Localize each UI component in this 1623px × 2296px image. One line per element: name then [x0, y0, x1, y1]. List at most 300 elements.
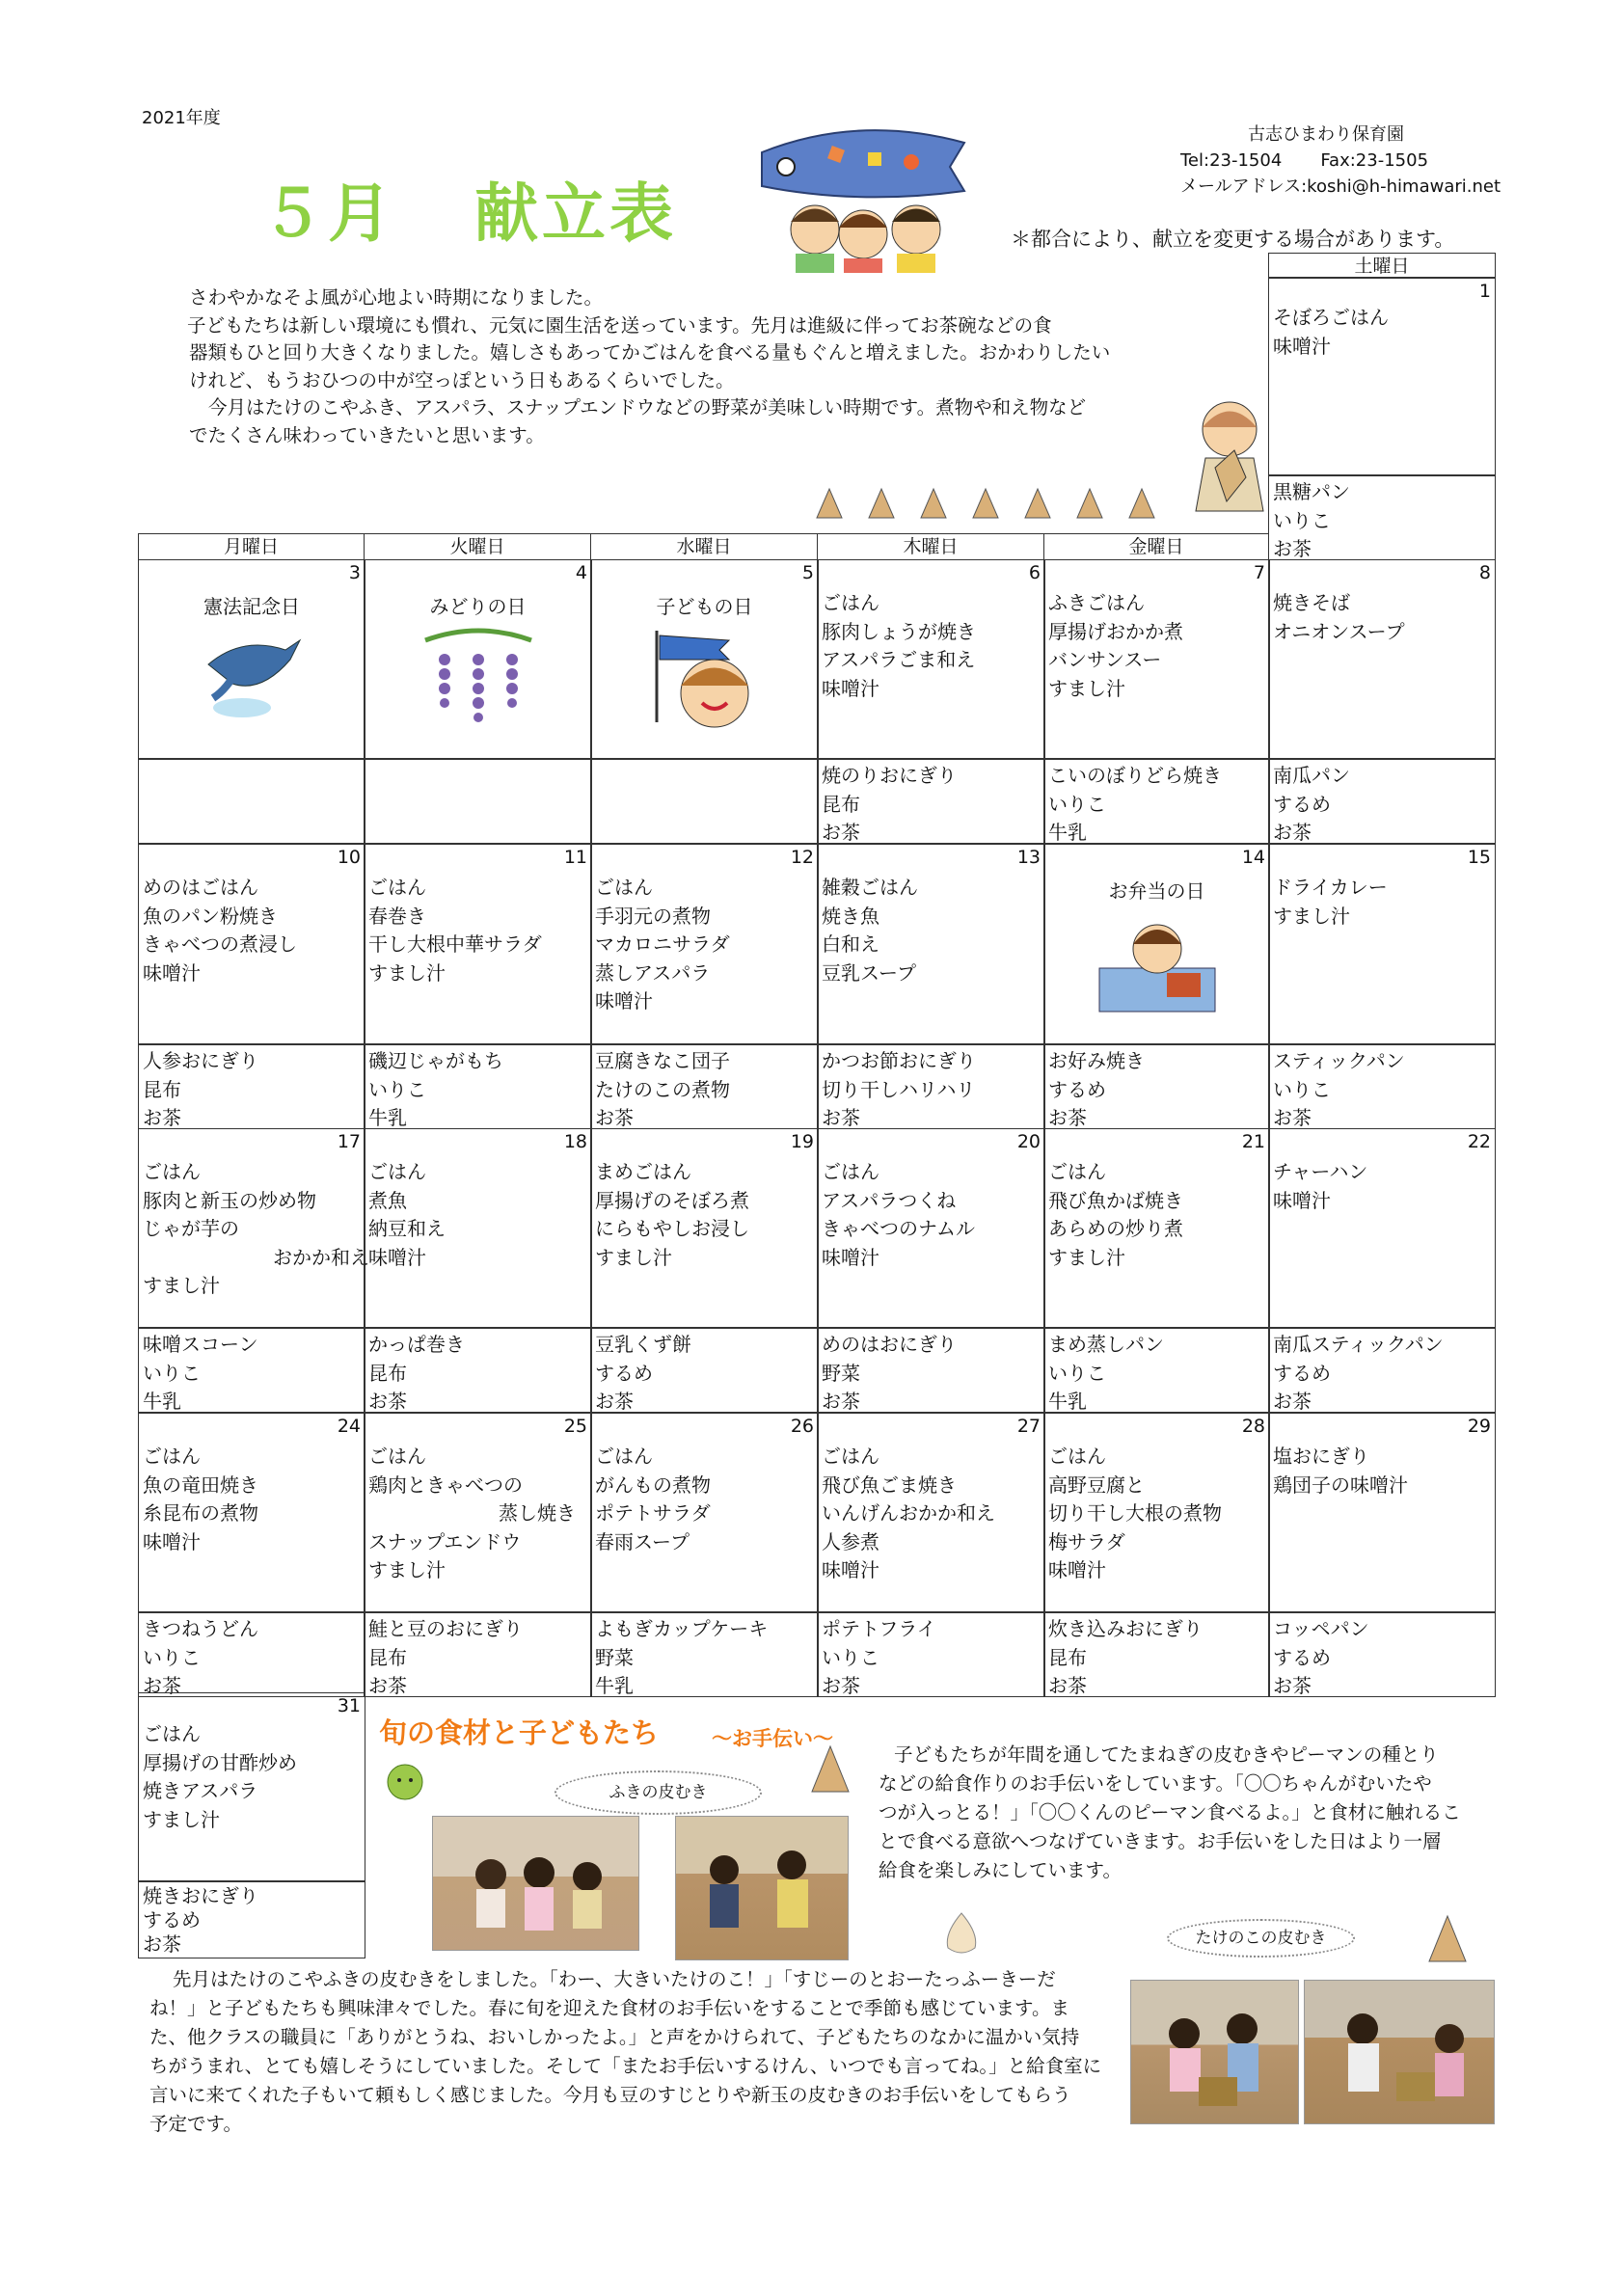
lunch-menu [822, 1158, 975, 1272]
date-number: 11 [563, 847, 587, 868]
day-cell-15 [1268, 844, 1496, 1044]
day-cell-8 [1268, 559, 1496, 759]
menu-item: 蒸し焼き [499, 1501, 576, 1525]
date-number: 27 [1016, 1416, 1041, 1437]
menu-item: 牛乳 [1048, 821, 1087, 844]
snack-cell-6 [817, 759, 1045, 844]
weekday-header: 月曜日 [138, 533, 365, 560]
day-cell-13 [817, 844, 1045, 1044]
day-cell-12 [590, 844, 819, 1044]
page-title [260, 162, 677, 254]
menu-item: 切り干しハリハリ [822, 1077, 976, 1101]
menu-item: ごはん [1048, 1160, 1106, 1183]
weekday-header: 火曜日 [364, 533, 591, 560]
menu-item: スティックパン [1273, 1049, 1405, 1072]
snack-menu [1048, 762, 1222, 848]
lunch-menu [1048, 1443, 1222, 1585]
menu-item: お茶 [1273, 1674, 1312, 1697]
menu-item: かつお節おにぎり [822, 1049, 976, 1072]
snack-cell-27 [817, 1612, 1045, 1697]
lunch-menu [143, 1443, 258, 1556]
caption-takenoko: たけのこの皮むき [1167, 1919, 1355, 1958]
snack-menu [1273, 1047, 1405, 1133]
menu-item: 牛乳 [1048, 1390, 1087, 1413]
menu-item: 牛乳 [595, 1674, 634, 1697]
menu-item: お茶 [1273, 1106, 1312, 1129]
day-cell-24 [138, 1413, 365, 1612]
menu-item: 南瓜スティックパン [1273, 1333, 1444, 1356]
menu-item: 焼きおにぎり [143, 1884, 258, 1907]
menu-item: ごはん [822, 1445, 879, 1468]
menu-title: 献立表 [474, 176, 677, 251]
snack-cell-24 [138, 1612, 365, 1697]
date-number: 18 [563, 1131, 587, 1152]
date-number: 22 [1467, 1131, 1491, 1152]
menu-item: いりこ [1048, 792, 1106, 816]
menu-item: そぼろごはん [1273, 306, 1389, 329]
menu-item: 飛び魚ごま焼き [822, 1472, 957, 1497]
change-notice: ＊都合により、献立を変更する場合があります。 [1011, 228, 1455, 251]
snack-menu [1273, 1331, 1444, 1417]
snack-menu [143, 1331, 258, 1417]
menu-item: チャーハン [1273, 1160, 1368, 1183]
menu-item: 味噌汁 [822, 676, 879, 700]
lunch-menu [368, 1158, 446, 1272]
bottom-line: ちがうまれ、とても嬉しそうにしていました。そして「またお手伝いするけん、いつでも言ってね。」と給食室に [149, 2055, 1102, 2077]
menu-item: 春雨スープ [595, 1529, 690, 1553]
date-number: 31 [337, 1695, 361, 1716]
menu-item: 昆布 [1048, 1645, 1087, 1669]
menu-item: 厚揚げの甘酢炒め [143, 1750, 297, 1774]
intro-line: 今月はたけのこやふき、アスパラ、スナップエンドウなどの野菜が美味しい時期です。煮物や和え物など [208, 396, 1087, 419]
snack-menu [143, 1615, 258, 1701]
menu-item: ごはん [143, 1160, 201, 1183]
date-number: 29 [1467, 1416, 1491, 1437]
takenoko-character-icon [808, 1743, 852, 1796]
snack-menu [368, 1615, 523, 1701]
menu-item: 昆布 [368, 1645, 407, 1669]
snack-menu [595, 1331, 691, 1417]
menu-item: お茶 [143, 1674, 181, 1697]
date-number: 28 [1241, 1416, 1265, 1437]
date-number: 24 [337, 1416, 361, 1437]
snack-cell-8 [1268, 759, 1496, 844]
menu-item: すまし汁 [143, 1807, 220, 1831]
menu-item: いりこ [1048, 1361, 1106, 1385]
menu-item: たけのこの煮物 [595, 1077, 730, 1101]
tel: Tel:23-1504 [1180, 150, 1283, 171]
menu-item: 味噌スコーン [143, 1333, 258, 1356]
day-cell-7 [1043, 559, 1270, 759]
day-cell-19 [590, 1128, 819, 1328]
lunch-menu [368, 1443, 576, 1585]
menu-item: お茶 [143, 1106, 181, 1129]
menu-item: こいのぼりどら焼き [1048, 764, 1222, 787]
snack-menu [368, 1047, 503, 1133]
menu-item: 野菜 [822, 1361, 860, 1385]
intro-text [189, 284, 1153, 450]
day-cell-25 [364, 1413, 592, 1612]
intro-line: でたくさん味わっていきたいと思います。 [189, 423, 545, 446]
school-contact [1180, 122, 1501, 200]
caption-fuki: ふきの皮むき [555, 1770, 762, 1815]
menu-item: 人参煮 [822, 1529, 879, 1553]
intro-line: 子どもたちは新しい環境にも慣れ、元気に園生活を送っています。先月は進級に伴ってお茶碗などの食 [187, 313, 1052, 337]
menu-item: 昆布 [368, 1361, 407, 1385]
menu-item: すまし汁 [1048, 1245, 1125, 1269]
menu-item: よもぎカップケーキ [595, 1617, 769, 1640]
day-cell-10 [138, 844, 365, 1044]
date-number: 12 [790, 847, 814, 868]
feature-title: 旬の食材と子どもたち [379, 1716, 660, 1749]
snack-menu [595, 1615, 768, 1701]
snack-cell-25 [364, 1612, 592, 1697]
menu-item: スナップエンドウ [368, 1529, 522, 1553]
menu-item: あらめの炒り煮 [1048, 1217, 1183, 1240]
menu-item: ポテトフライ [822, 1617, 936, 1640]
snack-menu [143, 1884, 258, 1957]
menu-item: 豚肉と新玉の炒め物 [143, 1188, 316, 1212]
holiday-illustration [591, 626, 818, 732]
day-cell-31 [138, 1692, 365, 1881]
menu-item: バンサンスー [1048, 648, 1162, 671]
menu-item: ごはん [595, 1445, 653, 1468]
menu-item: ふきごはん [1048, 591, 1145, 614]
menu-item: 糸昆布の煮物 [143, 1501, 258, 1525]
photo-fuki-peeling-1 [432, 1816, 639, 1951]
photo-takenoko-peeling-1 [1130, 1980, 1299, 2124]
menu-item: するめ [143, 1908, 201, 1931]
menu-item: ごはん [368, 1445, 426, 1468]
holiday-illustration [365, 626, 591, 732]
bottom-line: 言いに来てくれた子もいて頼もしく感じました。今月も豆のすじとりや新玉の皮むきのお手伝いをしてもらう [149, 2084, 1071, 2106]
bottom-line: た、他クラスの職員に「ありがとうね、おいしかったよ。」と声をかけられて、子どもたちのなかに温かい気持 [149, 2026, 1080, 2048]
menu-item: ごはん [595, 876, 653, 899]
holiday-label: みどりの日 [429, 595, 527, 618]
snack-menu [822, 1615, 936, 1701]
menu-item: ドライカレー [1273, 876, 1388, 899]
menu-item: すまし汁 [368, 960, 446, 985]
day-cell-3 [138, 559, 365, 759]
menu-item: お茶 [1273, 821, 1312, 844]
menu-item: 味噌汁 [1048, 1558, 1106, 1581]
lunch-menu [822, 1443, 995, 1585]
day-cell-21 [1043, 1128, 1270, 1328]
takenoko-icon [1075, 487, 1104, 520]
menu-item: 高野豆腐と [1048, 1472, 1145, 1497]
snack-menu [1048, 1047, 1145, 1133]
menu-item: するめ [1273, 792, 1331, 816]
menu-item: 味噌汁 [822, 1558, 879, 1581]
lunch-menu [822, 589, 976, 703]
menu-item: いりこ [143, 1645, 201, 1669]
menu-item: きゃべつの煮浸し [143, 932, 297, 956]
menu-item: 鶏団子の味噌汁 [1273, 1472, 1408, 1497]
school-name: 古志ひまわり保育園 [1248, 124, 1404, 145]
menu-item: ごはん [368, 1160, 426, 1183]
date-number: 4 [575, 562, 587, 583]
snack-cell-14 [1043, 1044, 1270, 1129]
menu-item: 野菜 [595, 1645, 634, 1669]
date-number: 21 [1241, 1131, 1265, 1152]
day-cell-5 [590, 559, 819, 759]
menu-item: いりこ [143, 1361, 201, 1385]
weekday-header: 金曜日 [1043, 533, 1269, 560]
holiday-label: 憲法記念日 [203, 595, 300, 618]
snack-menu [1273, 762, 1350, 848]
date-number: 7 [1253, 562, 1265, 583]
menu-item: すまし汁 [1048, 676, 1125, 700]
takenoko-icon [1023, 487, 1052, 520]
menu-item: いりこ [1273, 508, 1331, 532]
menu-item: 豆腐きなこ団子 [595, 1049, 730, 1072]
holiday-illustration [139, 626, 365, 722]
lunch-menu [143, 874, 297, 987]
date-number: 3 [348, 562, 361, 583]
menu-item: 春巻き [368, 904, 426, 928]
menu-item: オニオンスープ [1273, 619, 1405, 643]
snack-menu [1273, 1615, 1369, 1701]
snack-cell-7 [1043, 759, 1270, 844]
koinobori-children-illustration [743, 114, 974, 273]
snack-menu [1048, 1615, 1203, 1701]
wisteria-icon [420, 626, 536, 732]
menu-item: まめ蒸しパン [1048, 1333, 1164, 1356]
day-cell-11 [364, 844, 592, 1044]
menu-item: 焼きアスパラ [143, 1779, 258, 1802]
menu-item: 焼のりおにぎり [822, 764, 957, 787]
menu-item: 味噌汁 [368, 1245, 426, 1269]
menu-item: 昆布 [822, 792, 860, 816]
takenoko-icon [815, 487, 844, 520]
menu-item: すまし汁 [595, 1245, 672, 1269]
snack-menu [822, 1331, 957, 1417]
date-number: 17 [337, 1131, 361, 1152]
snack-menu [595, 1047, 730, 1133]
date-number: 14 [1241, 847, 1265, 868]
day-cell-26 [590, 1413, 819, 1612]
menu-item: 蒸しアスパラ [595, 960, 711, 985]
menu-item: 人参おにぎり [143, 1049, 258, 1072]
lunch-menu [822, 874, 918, 987]
menu-item: お茶 [1273, 1390, 1312, 1413]
snack-menu [822, 762, 957, 848]
picnic-boy-icon [1095, 910, 1220, 1016]
date-number: 19 [790, 1131, 814, 1152]
menu-item: 雑穀ごはん [822, 876, 918, 899]
lunch-menu [1273, 304, 1389, 361]
date-number: 26 [790, 1416, 814, 1437]
phone-fax [1180, 148, 1501, 174]
snack-cell-3 [138, 759, 365, 844]
weekday-header-saturday-top: 土曜日 [1268, 253, 1496, 278]
menu-item: 焼きそば [1273, 591, 1350, 614]
takenoko-icon [867, 487, 896, 520]
weekday-header: 木曜日 [817, 533, 1044, 560]
menu-item: 昆布 [143, 1077, 181, 1101]
date-number: 10 [337, 847, 361, 868]
takenoko-icon [919, 487, 948, 520]
holiday-label: お弁当の日 [1108, 879, 1205, 903]
takenoko-icon [1127, 487, 1156, 520]
day-cell-4 [364, 559, 592, 759]
snack-cell-21 [1043, 1328, 1270, 1413]
lunch-menu [1273, 1158, 1367, 1215]
boy-koinobori-icon [642, 626, 768, 732]
email: メールアドレス:koshi@h-himawari.net [1180, 176, 1501, 197]
date-number: 8 [1478, 562, 1491, 583]
menu-item: 南瓜パン [1273, 764, 1350, 787]
bottom-text [149, 1965, 1114, 2139]
menu-item: 干し大根中華サラダ [368, 932, 542, 956]
menu-item: 煮魚 [368, 1188, 407, 1212]
snack-cell-12 [590, 1044, 819, 1129]
snack-menu [368, 1331, 465, 1417]
menu-item: 牛乳 [368, 1106, 407, 1129]
feature-line: つが入っとる！」「〇〇くんのピーマン食べるよ。」と食材に触れるこ [879, 1801, 1461, 1823]
bottom-line: 先月はたけのこやふきの皮むきをしました。「わー、大きいたけのこ！」「すじーのとおーたっふーきーだ [173, 1968, 1056, 1990]
menu-item: 豚肉しょうが焼き [822, 619, 976, 643]
day-cell-22 [1268, 1128, 1496, 1328]
takenoko-decoration [815, 487, 1181, 526]
menu-item: すまし汁 [1273, 904, 1350, 928]
menu-item: 味噌汁 [143, 1529, 201, 1553]
menu-item: めのはごはん [143, 876, 258, 899]
snack-cell-17 [138, 1328, 365, 1413]
menu-item: お茶 [822, 1106, 860, 1129]
snack-cell-4 [364, 759, 592, 844]
lunch-menu [1048, 589, 1183, 703]
day-cell-27 [817, 1413, 1045, 1612]
photo-takenoko-peeling-2 [1304, 1980, 1495, 2124]
onion-character-icon [940, 1909, 983, 1958]
day-cell-20 [817, 1128, 1045, 1328]
feature-line: などの給食作りのお手伝いをしています。「〇〇ちゃんがむいたや [879, 1772, 1432, 1795]
menu-item: ごはん [368, 876, 426, 899]
snack-cell-22 [1268, 1328, 1496, 1413]
feature-line: 子どもたちが年間を通してたまねぎの皮むきやピーマンの種とり [894, 1743, 1439, 1766]
menu-item: 塩おにぎり [1273, 1445, 1369, 1468]
day-cell-17 [138, 1128, 369, 1328]
menu-item: お茶 [822, 1390, 860, 1413]
day-cell-14 [1043, 844, 1270, 1044]
swallow-icon [194, 626, 310, 722]
menu-item: 納豆和え [368, 1217, 446, 1240]
snack-cell-29 [1268, 1612, 1496, 1697]
fuki-character-icon [381, 1755, 429, 1803]
menu-item: じゃが芋の [143, 1217, 239, 1240]
menu-item: ごはん [1048, 1445, 1106, 1468]
menu-item: きゃべつのナムル [822, 1217, 975, 1240]
menu-item: お茶 [1048, 1674, 1087, 1697]
weekday-header: 水曜日 [590, 533, 818, 560]
takenoko-icon [971, 487, 1000, 520]
menu-item: ごはん [143, 1445, 201, 1468]
lunch-menu [595, 874, 730, 1016]
menu-item: いりこ [368, 1077, 426, 1101]
menu-item: アスパラごま和え [822, 648, 976, 671]
day-cell-1 [1268, 278, 1496, 475]
photo-fuki-peeling-2 [675, 1816, 849, 1960]
lunch-menu [1273, 589, 1405, 646]
lunch-menu [1048, 1158, 1183, 1272]
menu-item: 白和え [822, 932, 879, 956]
weekday-header-row [138, 533, 1496, 560]
intro-line: 器類もひと回り大きくなりました。嬉しさもあってかごはんを食べる量もぐんと増えました。おかわりしたい [189, 341, 1111, 365]
menu-item: お茶 [822, 821, 860, 844]
lunch-menu [368, 874, 542, 987]
menu-item: コッペパン [1273, 1617, 1369, 1640]
menu-item: 豆乳くず餅 [595, 1333, 691, 1356]
snack-cell-19 [590, 1328, 819, 1413]
menu-item: 味噌汁 [143, 960, 201, 985]
menu-item: お茶 [1273, 537, 1312, 560]
menu-item: いりこ [822, 1645, 879, 1669]
snack-cell-26 [590, 1612, 819, 1697]
holiday-label: 子どもの日 [656, 595, 753, 618]
day-cell-28 [1043, 1413, 1270, 1612]
day-cell-6 [817, 559, 1045, 759]
menu-item: 厚揚げおかか煮 [1048, 619, 1183, 643]
menu-item: 鶏肉ときゃべつの [368, 1472, 523, 1497]
day-cell-18 [364, 1128, 592, 1328]
menu-item: 手羽元の煮物 [595, 904, 711, 928]
menu-item: 味噌汁 [822, 1245, 879, 1269]
menu-item: 味噌汁 [1273, 1188, 1331, 1212]
menu-item: がんもの煮物 [595, 1472, 711, 1497]
menu-item: アスパラつくね [822, 1188, 957, 1212]
menu-item: かっぱ巻き [368, 1333, 465, 1356]
menu-item: するめ [595, 1361, 653, 1385]
lunch-menu [143, 1720, 297, 1834]
date-number: 20 [1016, 1131, 1041, 1152]
date-number: 1 [1478, 281, 1491, 302]
snack-cell-11 [364, 1044, 592, 1129]
date-number: 5 [801, 562, 814, 583]
menu-item: するめ [1273, 1361, 1331, 1385]
menu-item: ポテトサラダ [595, 1501, 711, 1525]
menu-item: 炊き込みおにぎり [1048, 1617, 1203, 1640]
menu-item: 鮭と豆のおにぎり [368, 1617, 523, 1640]
fiscal-year: 2021年度 [142, 108, 221, 128]
menu-item: お茶 [822, 1674, 860, 1697]
menu-item: いんげんおかか和え [822, 1501, 995, 1525]
date-number: 6 [1028, 562, 1041, 583]
snack-menu [143, 1047, 258, 1133]
menu-item: 梅サラダ [1048, 1529, 1125, 1553]
lunch-menu [595, 1443, 711, 1556]
date-number: 15 [1467, 847, 1491, 868]
menu-item: お茶 [1048, 1106, 1087, 1129]
snack-cell-13 [817, 1044, 1045, 1129]
menu-item: まめごはん [595, 1160, 691, 1183]
menu-item: ごはん [822, 1160, 879, 1183]
fax: Fax:23-1505 [1320, 150, 1429, 171]
snack-menu [1048, 1331, 1164, 1417]
intro-line: さわやかなそよ風が心地よい時期になりました。 [189, 286, 604, 309]
menu-item: するめ [1048, 1077, 1106, 1101]
menu-item: 焼き魚 [822, 904, 879, 928]
menu-item: 魚のパン粉焼き [143, 904, 278, 928]
snack-cell-31 [138, 1881, 365, 1958]
bottom-line: 予定です。 [149, 2113, 242, 2135]
menu-item: おかか和え [273, 1245, 369, 1269]
menu-item: お茶 [595, 1106, 634, 1129]
lunch-menu [595, 1158, 749, 1272]
snack-cell-10 [138, 1044, 365, 1129]
menu-item: 黒糖パン [1273, 480, 1350, 503]
menu-item: 切り干し大根の煮物 [1048, 1501, 1222, 1525]
